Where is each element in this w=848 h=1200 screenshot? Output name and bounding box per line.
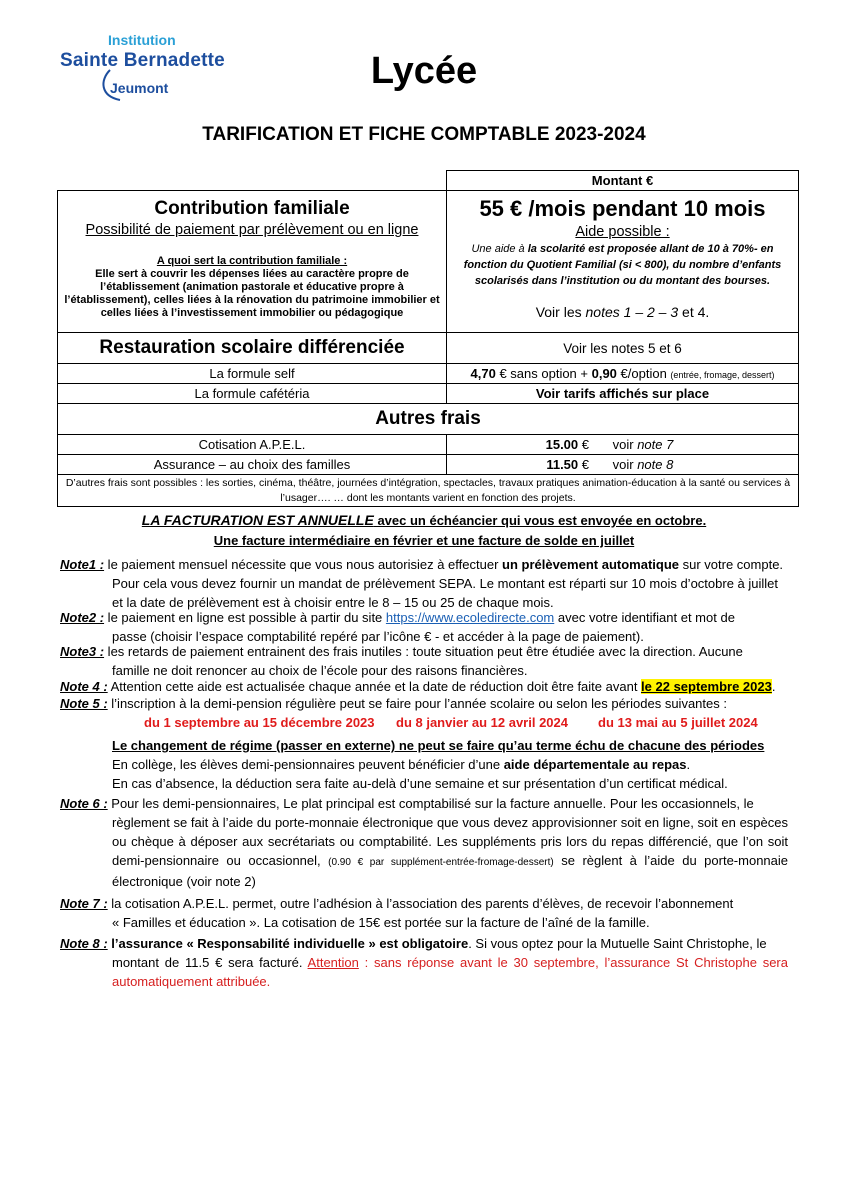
autres-frais-title: Autres frais (58, 404, 799, 435)
apel-label: Cotisation A.P.E.L. (58, 435, 447, 455)
autres-frais-extra-row (58, 475, 799, 507)
apel-amount: 15.00 € (545, 437, 589, 452)
period-3: du 13 mai au 5 juillet 2024 (598, 715, 758, 730)
logo-school-name: Sainte Bernadette (60, 50, 225, 71)
contribution-amount-cell (447, 191, 799, 333)
apel-amount-cell (447, 435, 799, 455)
apel-note: voir note 7 (612, 437, 674, 452)
assurance-label: Assurance – au choix des familles (58, 455, 447, 475)
aide-title: Aide possible : (575, 224, 670, 240)
absence-rule: En cas d’absence, la déduction sera faite au-delà d’une semaine et sur présentation d’un certificat médical. (112, 776, 728, 791)
note-4: Note 4 : Attention cette aide est actualisée chaque année et la date de réduction doit être faite avant le 22 septembre 2023. (60, 679, 776, 694)
note-8-label: Note 8 : (60, 936, 108, 951)
contribution-title: Contribution familiale (154, 198, 350, 219)
logo-institution-text: Institution (108, 32, 176, 48)
assurance-note: voir note 8 (612, 457, 674, 472)
contribution-price: 55 € /mois pendant 10 mois (479, 196, 766, 221)
page-title: Lycée (370, 50, 478, 92)
note-5-label: Note 5 : (60, 696, 108, 711)
note-1-label: Note1 : (60, 557, 105, 572)
contribution-cell (58, 191, 447, 333)
assurance-row (58, 455, 799, 475)
cafeteria-value: Voir tarifs affichés sur place (447, 384, 799, 404)
contribution-question: A quoi sert la contribution familiale : (156, 255, 348, 267)
note-5-details (60, 736, 788, 793)
note-3: Note3 : les retards de paiement entrainent des frais inutiles : toute situation peut être étudiée avec la direction. Aucune famille ne doit renoncer au choix de l’école pour des raisons financières. (60, 644, 743, 678)
note-6: Note 6 : Pour les demi-pensionnaires, Le plat principal est comptabilisé sur la facture annuelle. Pour les occasionnels, le règlement se fait à l’aide du porte-monnaie électronique que vous devez approvisionner soit en ligne, soit en espèces ou chèque à déposer aux secrétariats ou comptabilité. Les suppléments pris lors du repas différencié, que l’on soit demi-pensionnaire ou occasionnel, (0.90 € par supplément-entrée-fromage-dessert) se règlent à l’aide du porte-monnaie électronique (voir note 2) (60, 796, 788, 889)
facturation-line: LA FACTURATION EST ANNUELLE avec un échéancier qui vous est envoyée en octobre. (141, 512, 707, 528)
main-title: TARIFICATION ET FICHE COMPTABLE 2023-2024 (202, 124, 646, 145)
tarification-table (57, 170, 799, 507)
aide-description: Une aide à la scolarité est proposée allant de 10 à 70%- en fonction du Quotient Familial (si < 800), du nombre d’enfants scolarisés dans l’institution ou du montant des bourses. (463, 243, 782, 287)
restauration-row (58, 333, 799, 364)
note-7-label: Note 7 : (60, 896, 108, 911)
ecoledirecte-link[interactable]: https://www.ecoledirecte.com (385, 610, 555, 625)
regime-change-rule: Le changement de régime (passer en externe) ne peut se faire qu’au terme échu de chacune des périodes (112, 738, 765, 753)
note-8: Note 8 : l’assurance « Responsabilité individuelle » est obligatoire. Si vous optez pour la Mutuelle Saint Christophe, le montant de 11.5 € sera facturé. Attention : sans réponse avant le 30 septembre, l’assurance St Christophe sera automatiquement attribuée. (60, 936, 788, 989)
restauration-notes: Voir les notes 5 et 6 (447, 333, 799, 364)
assurance-amount-cell (447, 455, 799, 475)
empty-header-cell (58, 171, 447, 191)
notes-reference: Voir les notes 1 – 2 – 3 et 4. (535, 304, 710, 320)
apel-row (58, 435, 799, 455)
note-3-label: Note3 : (60, 644, 105, 659)
deadline-highlight: le 22 septembre 2023 (641, 679, 772, 694)
cafeteria-label: La formule cafétéria (58, 384, 447, 404)
note-7: Note 7 : la cotisation A.P.E.L. permet, outre l’adhésion à l’association des parents d’élèves, de recevoir l’abonnement « Familles et éducation ». La cotisation de 15€ est portée sur la facture de l’aîné de la famille. (60, 896, 734, 930)
attention-label: Attention (307, 955, 359, 970)
self-row (58, 364, 799, 384)
period-1: du 1 septembre au 15 décembre 2023 (144, 715, 375, 730)
note-4-label: Note 4 : (60, 679, 108, 694)
contribution-description: Elle sert à couvrir les dépenses liées au caractère propre de l’établissement (animation pastorale et éducative propre à l’établissement), celles liées à la rénovation du patrimoine immobilier et celles liées à l’investissement immobilier ou pédagogique (64, 268, 440, 319)
montant-header: Montant € (447, 171, 799, 191)
self-price: 4,70 € sans option + 0,90 €/option (entrée, fromage, dessert) (447, 364, 799, 384)
autres-frais-extra: D’autres frais sont possibles : les sorties, cinéma, théâtre, journées d’intégration, spectacles, travaux pratiques animation-éducation à la santé ou services à l’usager…. … dont les montants varient en fonction des projets. (58, 475, 799, 507)
note-2-label: Note2 : (60, 610, 105, 625)
assurance-amount: 11.50 € (546, 457, 589, 472)
note-2: Note2 : le paiement en ligne est possible à partir du site https://www.ecoledirecte.com avec votre identifiant et mot de passe (choisir l’espace comptabilité repéré par l’icône € - et accéder à la page de paiement). (60, 610, 735, 644)
logo-city: Jeumont (110, 80, 169, 96)
restauration-title: Restauration scolaire différenciée (58, 333, 447, 364)
autres-frais-row (58, 404, 799, 435)
note-1: Note1 : le paiement mensuel nécessite que vous nous autorisiez à effectuer un prélèvement automatique sur votre compte. Pour cela vous devez fournir un mandat de prélèvement SEPA. Le montant est réparti sur 10 mois d’octobre à juillet et la date de prélèvement est à choisir entre le 8 – 15 ou 25 de chaque mois. (60, 557, 784, 610)
cafeteria-row (58, 384, 799, 404)
note-6-label: Note 6 : (60, 796, 108, 811)
period-2: du 8 janvier au 12 avril 2024 (396, 715, 568, 730)
contribution-subtitle: Possibilité de paiement par prélèvement ou en ligne (85, 222, 419, 238)
self-label: La formule self (58, 364, 447, 384)
aide-departementale: En collège, les élèves demi-pensionnaires peuvent bénéficier d’une aide départementale au repas. (112, 757, 691, 772)
contribution-row (58, 191, 799, 333)
facturation-line-2: Une facture intermédiaire en février et une facture de solde en juillet (213, 533, 635, 548)
note-5: Note 5 : l’inscription à la demi-pension régulière peut se faire pour l’année scolaire ou selon les périodes suivantes : (60, 696, 727, 711)
